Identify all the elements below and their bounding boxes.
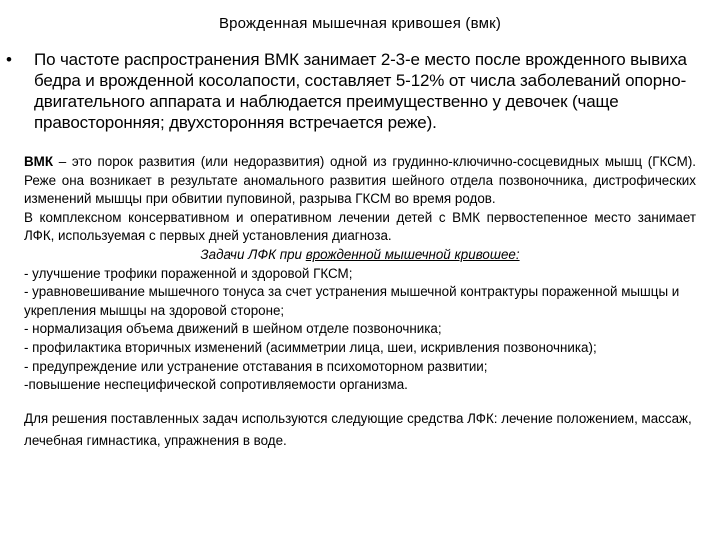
bullet-icon: •	[6, 50, 12, 69]
definition-text: – это порок развития (или недоразвития) одной из грудинно-ключично-сосцевидных мышц (ГКСМ). Реже она возникает в результате аномального развития шейного отдела позвоночника, дистрофических изменений мышцы при обвитии пуповиной, разрыва ГКСМ во время родов.	[24, 154, 696, 207]
task-item: - улучшение трофики пораженной и здоровой ГКСМ;	[24, 265, 353, 281]
tasks-heading-lead: Задачи ЛФК при	[200, 246, 306, 262]
task-item: - нормализация объема движений в шейном отделе позвоночника;	[24, 321, 442, 337]
body-text	[24, 153, 696, 452]
tasks-heading	[24, 246, 696, 265]
tasks-heading-underlined: врожденной мышечной кривошее:	[305, 246, 520, 262]
task-item: - уравновешивание мышечного тонуса за счет устранения мышечной контрактуры пораженной мышцы и укрепления мышцы на здоровой стороне;	[24, 284, 680, 318]
treatment-paragraph: В комплексном консервативном и оперативном лечении детей с ВМК первостепенное место занимает ЛФК, используемая с первых дней установления диагноза.	[24, 209, 696, 244]
task-item: - профилактика вторичных изменений (асимметрии лица, шеи, искривления позвоночника);	[24, 339, 597, 355]
bullet-text: По частоте распространения ВМК занимает 2-3-е место после врожденного вывиха бедра и врожденной косолапости, составляет 5-12% от числа заболеваний опорно-двигательного аппарата и наблюдается преимущественно у девочек (чаще правосторонняя; двухсторонняя встречается реже).	[34, 50, 687, 132]
spacer	[24, 395, 696, 408]
bullet-paragraph	[6, 49, 712, 133]
slide-title: Врожденная мышечная кривошея (вмк)	[218, 15, 502, 32]
task-item: -повышение неспецифической сопротивляемости организма.	[24, 377, 408, 393]
definition-paragraph	[24, 153, 696, 209]
definition-term: ВМК	[24, 154, 53, 169]
task-item: - предупреждение или устранение отставания в психомоторном развитии;	[24, 358, 488, 374]
final-paragraph: Для решения поставленных задач используются следующие средства ЛФК: лечение положением, массаж, лечебная гимнастика, упражнения в воде.	[24, 410, 692, 448]
